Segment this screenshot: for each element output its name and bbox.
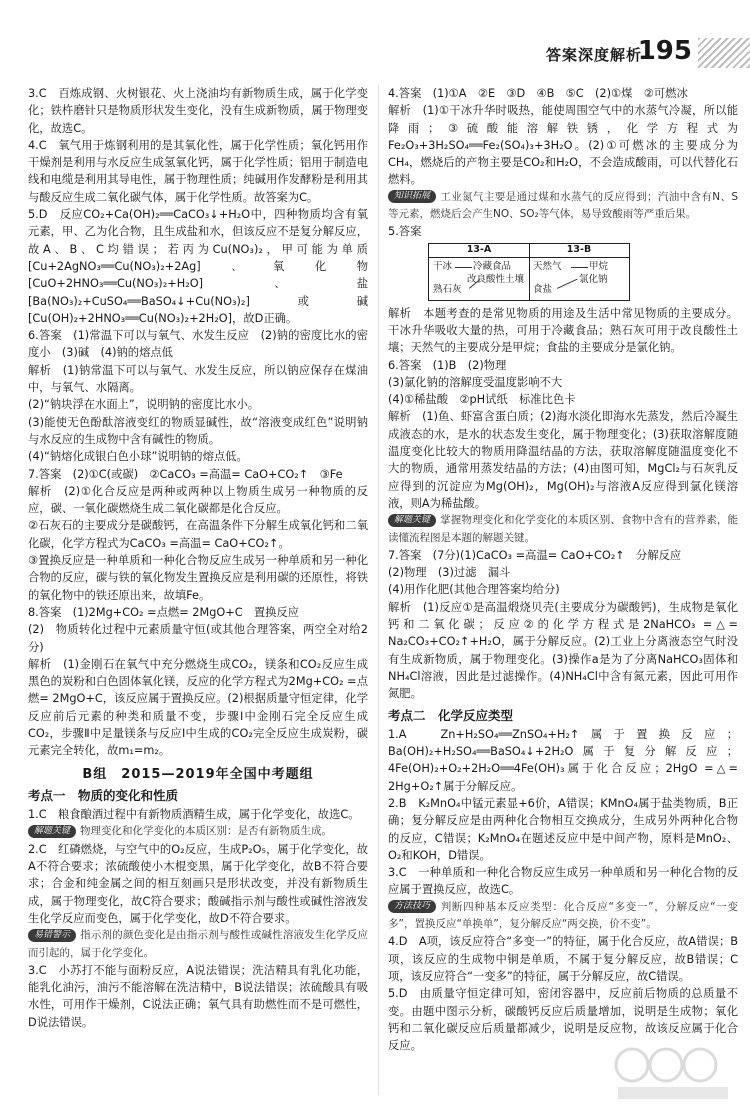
right-column [388, 85, 738, 1054]
diagram-b1: 天然气 [533, 260, 562, 272]
tip-text: 指示剂的颜色变化是由指示剂与酸性或碱性溶液发生化学反应而引起的，属于化学变化。 [28, 929, 368, 959]
answer-b3c: 3.C 小苏打不能与面粉反应，A说法错误；洗洁精具有乳化功能，能乳化油污，油污不能溶解在洗洁精中，B说法错误；浓硫酸具有吸水性，可用作干燥剂，C说法正确；氧气具有助燃性而不是可燃性，D说法错误。 [28, 963, 368, 1029]
answer-r6: 6.答案 (1)B (2)物理 [388, 358, 507, 372]
diagram-b2: 食盐 [533, 283, 553, 295]
analysis-6-3: (3)能使无色酚酞溶液变红的物质显碱性，故“溶液变成红色”说明钠与水反应的生成物中含有碱性的物质。 [28, 415, 368, 446]
analysis-r5: 解析 本题考查的是常见物质的用途及生活中常见物质的主要成分。干冰升华吸收大量的热，可用于冷藏食品；熟石灰可用于改良酸性土壤；天然气的主要成分是甲烷；食盐的主要成分是氯化钠。 [388, 306, 738, 355]
tip-text: 判断四种基本反应类型：化合反应“多变一”，分解反应“一变多”，置换反应“单换单”，复分解反应“两交换，价不变”。 [388, 900, 738, 931]
diagram-head-b: 13-B [529, 244, 629, 258]
page-header [0, 0, 750, 72]
answer-c3c: 3.C 一种单质和一种化合物反应生成另一种单质和另一种化合物的反应属于置换反应，故选C。 [388, 866, 738, 897]
answer-c4d: 4.D A项，该反应符合“多变一”的特征，属于化合反应，故A错误；B项，该反应的生成物中铜是单质，不属于复分解反应，故B错误；C项，该反应符合“一变多”的特征，属于分解反应，故C错误。 [388, 935, 738, 983]
tip-badge: 方法技巧 [388, 900, 436, 913]
analysis-6: 解析 (1)钠常温下可以与氧气、水发生反应，所以钠应保存在煤油中，与氧气、水隔离。 [28, 363, 368, 395]
answer-b2c: 2.C 红磷燃烧，与空气中的O₂反应，生成P₂O₅，属于化学变化，故A不符合要求；浓硫酸使小木棍变黑，属于化学变化，故B不符合要求；合金和纯金属之间的相互刻画只是形状改变，并没有新物质生成，属于物理变化，故C符合要求；酸碱指示剂与酸性或碱性溶液发生化学反应而变色，属于化学变化，故D不符合要求。 [28, 842, 368, 925]
column-divider [378, 85, 379, 1095]
left-column [28, 85, 368, 1031]
analysis-7-3: ③置换反应是一种单质和一种化合物反应生成另一种单质和另一种化合物的反应，碳与铁的氧化物发生置换反应是利用碳的还原性，将铁的氧化物中的铁还原出来，故填Fe。 [28, 554, 368, 602]
diagram-divider [529, 244, 530, 300]
tip-text: 物理变化和化学变化的本质区别：是否有新物质生成。 [80, 825, 333, 838]
diagram-a3: 冷藏食品 [473, 260, 512, 272]
diagram-head-a: 13-A [429, 244, 529, 258]
answer-8: 8.答案 (1)2Mg+CO₂ =点燃= 2MgO+C 置换反应 [28, 605, 300, 619]
tip-2 [28, 927, 368, 962]
answer-6: 6.答案 (1)常温下可以与氧气、水发生反应 (2)钠的密度比水的密度小 (3)碱 (4)钠的熔点低 [28, 329, 368, 360]
diagram-link [571, 267, 588, 268]
answer-r4: 4.答案 (1)①A ②E ③D ④B ⑤C (2)①煤 ②可燃冰 [388, 87, 688, 100]
analysis-6-2: (2)“钠块浮在水面上”，说明钠的密度比水小。 [28, 398, 260, 412]
tip-4 [388, 512, 738, 547]
answer-c5d: 5.D 由质量守恒定律可知，密闭容器中，反应前后物质的总质量不变。由题中图示分析，碳酸钙反应后质量增加，说明是生成物；氧化钙和二氧化碳反应后质量都减少，说明是反应物，故该反应属于化合反应。 [388, 987, 738, 1053]
analysis-r4: 解析 (1)①干冰升华时吸热，能使周围空气中的水蒸气冷凝，所以能降雨；③硫酸能溶解铁锈，化学方程式为Fe₂O₃+3H₂SO₄══Fe₂(SO₄)₃+3H₂O。(2)①可燃冰的主要成分为CH₄，燃烧后的产物主要是CO₂和H₂O，不会造成酸雨，可以代替化石燃料。 [388, 104, 738, 187]
answer-r6-3: (3)氯化钠的溶解度受温度影响不大 [388, 375, 563, 389]
answer-c2b: 2.B K₂MnO₄中锰元素显+6价，A错误；KMnO₄属于盐类物质，B正确；复分解反应是由两种化合物相互交换成分，生成另外两种化合物的反应，C错误；K₂MnO₄在题述反应中是中间产物，原料是MnO₂、O₂和KOH，D错误。 [388, 796, 738, 862]
diagram-a2: 熟石灰 [433, 283, 462, 295]
diagram-b4: 氯化钠 [579, 273, 608, 285]
kaodian-1: 考点一 物质的变化和性质 [28, 787, 179, 803]
tip-badge: 解题关键 [28, 825, 76, 838]
header-decoration [698, 38, 750, 68]
analysis-7: 解析 (2)①化合反应是两种或两种以上物质生成另一种物质的反应，碳、一氧化碳燃烧生成二氧化碳都是化合反应。 [28, 484, 368, 516]
kaodian-2: 考点二 化学反应类型 [388, 707, 514, 723]
tip-1 [28, 823, 368, 840]
header-title: 答案深度解析 [545, 46, 642, 64]
watermark-logo [610, 1043, 740, 1105]
diagram-a4: 改良酸性土壤 [467, 273, 525, 285]
analysis-8: 解析 (1)金刚石在氧气中充分燃烧生成CO₂，镁条和CO₂反应生成黑色的炭粉和白色固体氧化镁，反应的化学方程式为2Mg+CO₂ =点燃= 2MgO+C，该反应属于置换反应。(2)根据质量守恒定律，化学反应前后元素的种类和质量不变，步骤Ⅰ中金刚石完全反应生成CO₂，步骤Ⅱ中足量镁条与反应Ⅰ中生成的CO₂完全反应生成炭粉，碳元素完全转化，故m₁=m₂。 [28, 657, 368, 758]
tip-text: 工业氮气主要是通过煤和水蒸气的反应得到；汽油中含有N、S等元素，燃烧后会产生NO、SO₂等气体，易导致酸雨等严重后果。 [388, 190, 738, 221]
answer-8-2: (2) 物质转化过程中元素质量守恒(或其他合理答案，两空全对给2分) [28, 623, 368, 654]
section-title-b: B组 2015—2019年全国中考题组 [82, 766, 314, 782]
tip-3 [388, 189, 738, 224]
answer-c1a: 1.A Zn+H₂SO₄══ZnSO₄+H₂↑属于置换反应；Ba(OH)₂+H₂SO₄══BaSO₄↓+2H₂O属于复分解反应；4Fe(OH)₂+O₂+2H₂O══4Fe(OH)₃属于化合反应；2HgO =△= 2Hg+O₂↑属于分解反应。 [388, 727, 738, 793]
page-number: 195 [637, 36, 692, 66]
tip-badge: 解题关键 [388, 514, 436, 527]
answer-b1c: 1.C 粮食酿酒过程中有新物质酒精生成，属于化学变化，故选C。 [28, 808, 360, 822]
tip-badge: 知识拓展 [388, 190, 436, 203]
answer-r7-2: (2)物理 (3)过滤 漏斗 [388, 566, 511, 580]
diagram-b3: 甲烷 [589, 260, 609, 272]
answer-7: 7.答案 (2)①C(或碳) ②CaCO₃ =高温= CaO+CO₂↑ ③Fe [28, 467, 343, 481]
answer-r7: 7.答案 (7分)(1)CaCO₃ =高温= CaO+CO₂↑ 分解反应 [388, 548, 682, 562]
diagram-link [455, 267, 472, 268]
matching-diagram [428, 243, 630, 301]
answer-4c: 4.C 氧气用于炼钢利用的是其氧化性，属于化学性质；氧化钙用作干燥剂是利用与水反应生成氢氧化钙，属于化学性质；铝用于制造电线和电缆是利用其导电性，属于物理性质；纯碱用作发酵粉是利用其与酸反应生成二氧化碳气体，属于化学性质。故答案为C。 [28, 138, 368, 204]
analysis-6-4: (4)“钠熔化成银白色小球”说明钠的熔点低。 [28, 450, 248, 464]
tip-badge: 易错警示 [28, 929, 76, 942]
answer-r7-3: (4)用作化肥(其他合理答案均给分) [388, 583, 560, 597]
answer-r6-4: (4)①稀盐酸 ②pH试纸 标准比色卡 [388, 393, 576, 407]
answer-r5: 5.答案 [388, 225, 422, 239]
diagram-link [557, 278, 577, 288]
analysis-r7: 解析 (1)反应①是高温煅烧贝壳(主要成分为碳酸钙)，生成物是氧化钙和二氧化碳；反应②的化学方程式是2NaHCO₃ =△= Na₂CO₃+CO₂↑+H₂O，属于分解反应。(2)工业上分离液态空气时没有生成新物质，属于物理变化。(3)操作a是为了分离NaHCO₃固体和NH₄Cl溶液，因此是过滤操作。(4)NH₄Cl中含有氮元素，因此可用作氮肥。 [388, 600, 738, 701]
analysis-r6: 解析 (1)鱼、虾富含蛋白质；(2)海水淡化即海水先蒸发，然后冷凝生成液态的水，是水的状态发生变化，属于物理变化；(3)获取溶解度随温度变化比较大的物质用降温结晶的方法，获取溶解度随温度变化不大的物质，通常用蒸发结晶的方法；(4)由图可知，MgCl₂与石灰乳反应得到的沉淀应为Mg(OH)₂，Mg(OH)₂与溶液A反应得到氯化镁溶液，则A为稀盐酸。 [388, 410, 738, 510]
answer-5d: 5.D 反应CO₂+Ca(OH)₂══CaCO₃↓+H₂O中，四种物质均含有氧元素，甲、乙为化合物，且生成盐和水，但该反应不是复分解反应，故A、B、C均错误；若丙为Cu(NO₃)₂，甲可能为单质[Cu+2AgNO₃══Cu(NO₃)₂+2Ag]、氧化物[CuO+2HNO₃══Cu(NO₃)₂+H₂O]、盐[Ba(NO₃)₂+CuSO₄══BaSO₄↓+Cu(NO₃)₂]或碱[Cu(OH)₂+2HNO₃══Cu(NO₃)₂+2H₂O]，故D正确。 [28, 208, 368, 325]
answer-3c: 3.C 百炼成钢、火树银花、火上浇油均有新物质生成，属于化学变化；铁杵磨针只是物质形状发生变化，没有生成新物质，属于物理变化，故选C。 [28, 87, 368, 135]
analysis-7-2: ②石灰石的主要成分是碳酸钙，在高温条件下分解生成氧化钙和二氧化碳，化学方程式为CaCO₃ =高温= CaO+CO₂↑。 [28, 519, 368, 550]
tip-text: 掌握物理变化和化学变化的本质区别、食物中含有的营养素，能读懂流程图是本题的解题关键。 [388, 514, 738, 544]
diagram-a1: 干冰 [433, 260, 453, 272]
tip-5 [388, 899, 738, 934]
